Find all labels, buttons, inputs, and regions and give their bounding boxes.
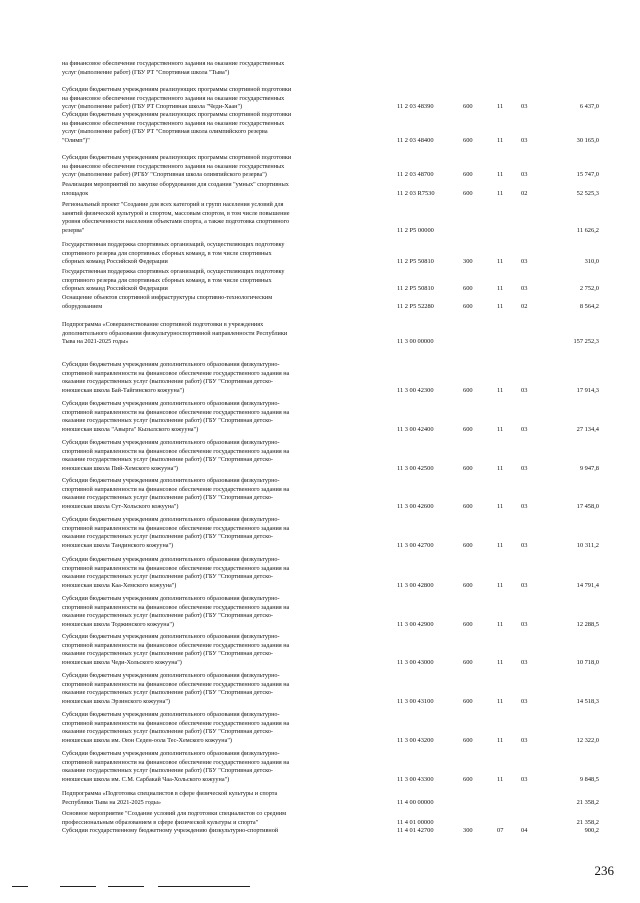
footer-rule (12, 886, 28, 887)
amount-cell: 14 518,3 (576, 697, 599, 705)
amount-cell: 12 288,5 (576, 620, 599, 628)
section-cell: 11 (497, 285, 504, 293)
section-cell: 11 (497, 697, 504, 705)
row-description: Субсидии бюджетным учреждениям дополнительного образования физкультурно- спортивной направленности на финансовое обеспечение государственного задания на оказание государственных услуг (выполнение работ) (ГБУ "Спортивная детско- юношеская школа Тоджинского кожууна") (62, 595, 290, 628)
section-cell: 11 (497, 302, 504, 310)
code-cell: 11 4 00 00000 (397, 798, 434, 806)
row-description: Субсидии бюджетным учреждениям дополнительного образования физкультурно- спортивной направленности на финансовое обеспечение государственного задания на оказание государственных услуг (выполнение работ) (ГБУ "Спортивная детско- юношеская школа им. С.М. Сарбакай Чаа-Хольского кожууна") (62, 750, 290, 783)
section-cell: 11 (497, 425, 504, 433)
code-cell: 11 2 P5 52280 (397, 302, 434, 310)
footer-rule (60, 886, 96, 887)
code-cell: 11 4 01 00000 (397, 818, 434, 826)
section-cell: 11 (497, 136, 504, 144)
code-cell: 11 3 00 42300 (397, 386, 434, 394)
section-cell: 11 (497, 775, 504, 783)
row-description: Субсидии бюджетным учреждениям дополнительного образования физкультурно- спортивной направленности на финансовое обеспечение государственного задания на оказание государственных услуг (выполнение работ) (ГБУ "Спортивная детско- юношеская школа Чеди-Хольского кожууна") (62, 633, 290, 666)
subsection-cell: 03 (521, 620, 528, 628)
amount-cell: 30 165,0 (576, 136, 599, 144)
subsection-cell: 03 (521, 775, 528, 783)
section-cell: 11 (497, 386, 504, 394)
row-description: Основное мероприятие "Создание условий для подготовки специалистов со средним профессиональным образованием в сфере физической культуры и спорта" (62, 810, 287, 826)
amount-cell: 8 564,2 (579, 302, 599, 310)
code-cell: 11 3 00 42800 (397, 581, 434, 589)
subsection-cell: 02 (521, 302, 528, 310)
subsection-cell: 03 (521, 736, 528, 744)
row-description: на финансовое обеспечение государственного задания на оказание государственных услуг (выполнение работ) (ГБУ РТ "Спортивная школа "Тыва") (62, 60, 285, 76)
amount-cell: 12 322,0 (576, 736, 599, 744)
expense-type-cell: 600 (463, 581, 473, 589)
amount-cell: 310,0 (584, 258, 599, 266)
code-cell: 11 2 03 48400 (397, 136, 434, 144)
row-description: Субсидии бюджетным учреждениям дополнительного образования физкультурно- спортивной направленности на финансовое обеспечение государственного задания на оказание государственных услуг (выполнение работ) (ГБУ "Спортивная детско- юношеская школа Эрзинского кожууна") (62, 672, 290, 705)
expense-type-cell: 600 (463, 464, 473, 472)
row-description: Субсидии бюджетным учреждениям дополнительного образования физкультурно- спортивной направленности на финансовое обеспечение государственного задания на оказание государственных услуг (выполнение работ) (ГБУ "Спортивная детско- юношеская школа Каа-Хемского кожууна") (62, 556, 290, 589)
code-cell: 11 2 03 48390 (397, 103, 434, 111)
code-cell: 11 3 00 43200 (397, 736, 434, 744)
amount-cell: 10 311,2 (576, 541, 599, 549)
code-cell: 11 3 00 00000 (397, 338, 434, 346)
amount-cell: 21 358,2 (576, 798, 599, 806)
subsection-cell: 03 (521, 502, 528, 510)
code-cell: 11 4 01 42700 (397, 827, 434, 834)
expense-type-cell: 600 (463, 502, 473, 510)
amount-cell: 17 458,0 (576, 502, 599, 510)
row-description: Государственная поддержка спортивных организаций, осуществляющих подготовку спортивного резерва для спортивных сборных команд, в том числе спортивных сборных команд Российской Федерации (62, 268, 285, 293)
code-cell: 11 3 00 42500 (397, 464, 434, 472)
expense-type-cell: 600 (463, 620, 473, 628)
subsection-cell: 03 (521, 103, 528, 111)
amount-cell: 17 914,3 (576, 386, 599, 394)
subsection-cell: 03 (521, 258, 528, 266)
expense-type-cell: 600 (463, 775, 473, 783)
code-cell: 11 3 00 42900 (397, 620, 434, 628)
code-cell: 11 2 P5 50810 (397, 258, 434, 266)
expense-type-cell: 600 (463, 103, 473, 111)
code-cell: 11 3 00 42400 (397, 425, 434, 433)
expense-type-cell: 600 (463, 541, 473, 549)
code-cell: 11 3 00 43100 (397, 697, 434, 705)
section-cell: 11 (497, 258, 504, 266)
row-description: Субсидии бюджетным учреждениям дополнительного образования физкультурно- спортивной направленности на финансовое обеспечение государственного задания на оказание государственных услуг (выполнение работ) (ГБУ "Спортивная детско- юношеская школа Тандинского кожууна") (62, 516, 290, 549)
code-cell: 11 2 03 48700 (397, 171, 434, 179)
section-cell: 11 (497, 464, 504, 472)
row-description: Субсидии бюджетным учреждениям дополнительного образования физкультурно- спортивной направленности на финансовое обеспечение государственного задания на оказание государственных услуг (выполнение работ) (ГБУ "Спортивная детско- юношеская школа им. Оюн Седен-оола Тес-Хемского кожууна") (62, 711, 290, 744)
expense-type-cell: 600 (463, 697, 473, 705)
row-description: Оснащение объектов спортивной инфраструктуры спортивно-технологическим оборудованием (62, 294, 273, 310)
row-description: Субсидии бюджетным учреждениям реализующих программы спортивной подготовки на финансовое обеспечение государственного задания на оказание государственных услуг (выполнение работ) (РГБУ "Спортивная школа олимпийского резерва") (62, 154, 292, 179)
row-description: Региональный проект "Создание для всех категорий и групп населения условий для занятий физической культурой и спортом, массовым спортом, в том числе повышение уровня обеспеченности населения объектами спорта, а также подготовка спортивного резерва" (62, 201, 290, 234)
expense-type-cell: 600 (463, 171, 473, 179)
code-cell: 11 3 00 43300 (397, 775, 434, 783)
amount-cell: 10 718,0 (576, 658, 599, 666)
amount-cell: 15 747,0 (576, 171, 599, 179)
expense-type-cell: 300 (463, 258, 473, 266)
row-description: Субсидии бюджетным учреждениям дополнительного образования физкультурно- спортивной направленности на финансовое обеспечение государственного задания на оказание государственных услуг (выполнение работ) (ГБУ "Спортивная детско- юношеская школа Пий-Хемского кожууна") (62, 439, 290, 472)
subsection-cell: 03 (521, 425, 528, 433)
expense-type-cell: 600 (463, 425, 473, 433)
amount-cell: 9 947,8 (579, 464, 599, 472)
code-cell: 11 2 03 R7530 (397, 189, 435, 197)
subsection-cell: 02 (521, 189, 528, 197)
section-cell: 11 (497, 171, 504, 179)
code-cell: 11 3 00 43000 (397, 658, 434, 666)
amount-cell: 21 358,2 (576, 818, 599, 826)
code-cell: 11 2 P5 00000 (397, 226, 434, 234)
section-cell: 11 (497, 189, 504, 197)
amount-cell: 14 791,4 (576, 581, 599, 589)
section-cell: 11 (497, 581, 504, 589)
amount-cell: 11 626,2 (576, 226, 599, 234)
code-cell: 11 3 00 42700 (397, 541, 434, 549)
amount-cell: 157 252,3 (573, 338, 599, 346)
subsection-cell: 03 (521, 386, 528, 394)
expense-type-cell: 300 (463, 827, 473, 834)
subsection-cell: 03 (521, 464, 528, 472)
row-description: Субсидии бюджетным учреждениям дополнительного образования физкультурно- спортивной направленности на финансовое обеспечение государственного задания на оказание государственных услуг (выполнение работ) (ГБУ "Спортивная детско- юношеская школа Бай-Тайгинского кожууна") (62, 361, 290, 394)
code-cell: 11 2 P5 50810 (397, 285, 434, 293)
subsection-cell: 03 (521, 171, 528, 179)
row-description: Субсидии бюджетным учреждениям реализующих программы спортивной подготовки на финансовое обеспечение государственного задания на оказание государственных услуг (выполнение работ) (ГБУ РТ Спортивная школа "Чеди-Хаан") (62, 86, 292, 111)
expense-type-cell: 600 (463, 386, 473, 394)
amount-cell: 2 752,0 (579, 285, 599, 293)
section-cell: 11 (497, 620, 504, 628)
footer-rule (158, 886, 250, 887)
amount-cell: 6 437,0 (579, 103, 599, 111)
row-description: Субсидии бюджетным учреждениям дополнительного образования физкультурно- спортивной направленности на финансовое обеспечение государственного задания на оказание государственных услуг (выполнение работ) (ГБУ "Спортивная детско- юношеская школа "Авырга" Кызылского кожууна") (62, 400, 290, 433)
section-cell: 11 (497, 736, 504, 744)
amount-cell: 52 525,3 (576, 189, 599, 197)
row-description: Реализация мероприятий по закупке оборудования для создания "умных" спортивных площадок (62, 181, 289, 197)
subsection-cell: 03 (521, 136, 528, 144)
expense-type-cell: 600 (463, 302, 473, 310)
row-description: Государственная поддержка спортивных организаций, осуществляющих подготовку спортивного резерва для спортивных сборных команд, в том числе спортивных сборных команд Российской Федерации (62, 241, 285, 266)
row-description: Субсидии бюджетным учреждениям дополнительного образования физкультурно- спортивной направленности на финансовое обеспечение государственного задания на оказание государственных услуг (выполнение работ) (ГБУ "Спортивная детско- юношеская школа Сут-Хольского кожууна") (62, 477, 290, 510)
section-cell: 11 (497, 658, 504, 666)
row-description: Подпрограмма «Совершенствование спортивной подготовки в учреждениях дополнительного образования физкультурноспортивной направленности Республики Тыва на 2021-2025 годы» (62, 321, 288, 346)
expense-type-cell: 600 (463, 736, 473, 744)
row-description: Субсидии государственному бюджетному учреждению физкультурно-спортивной (62, 827, 279, 834)
section-cell: 11 (497, 103, 504, 111)
subsection-cell: 03 (521, 285, 528, 293)
expense-type-cell: 600 (463, 136, 473, 144)
subsection-cell: 03 (521, 697, 528, 705)
amount-cell: 9 848,5 (579, 775, 599, 783)
subsection-cell: 04 (521, 827, 528, 834)
footer-rule (108, 886, 144, 887)
expense-type-cell: 600 (463, 189, 473, 197)
row-description: Субсидии бюджетным учреждениям реализующих программы спортивной подготовки на финансовое обеспечение государственного задания на оказание государственных услуг (выполнение работ) (ГБУ РТ "Спортивная школа олимпийского резерва "Олимп")" (62, 111, 292, 144)
section-cell: 11 (497, 541, 504, 549)
section-cell: 11 (497, 502, 504, 510)
amount-cell: 27 134,4 (576, 425, 599, 433)
amount-cell: 900,2 (584, 827, 599, 834)
section-cell: 07 (497, 827, 504, 834)
code-cell: 11 3 00 42600 (397, 502, 434, 510)
row-description: Подпрограмма «Подготовка специалистов в сфере физической культуры и спорта Республики Тыва на 2021-2025 годы» (62, 790, 278, 806)
expense-type-cell: 600 (463, 658, 473, 666)
page-number: 236 (594, 863, 614, 878)
subsection-cell: 03 (521, 658, 528, 666)
expense-type-cell: 600 (463, 285, 473, 293)
subsection-cell: 03 (521, 581, 528, 589)
subsection-cell: 03 (521, 541, 528, 549)
